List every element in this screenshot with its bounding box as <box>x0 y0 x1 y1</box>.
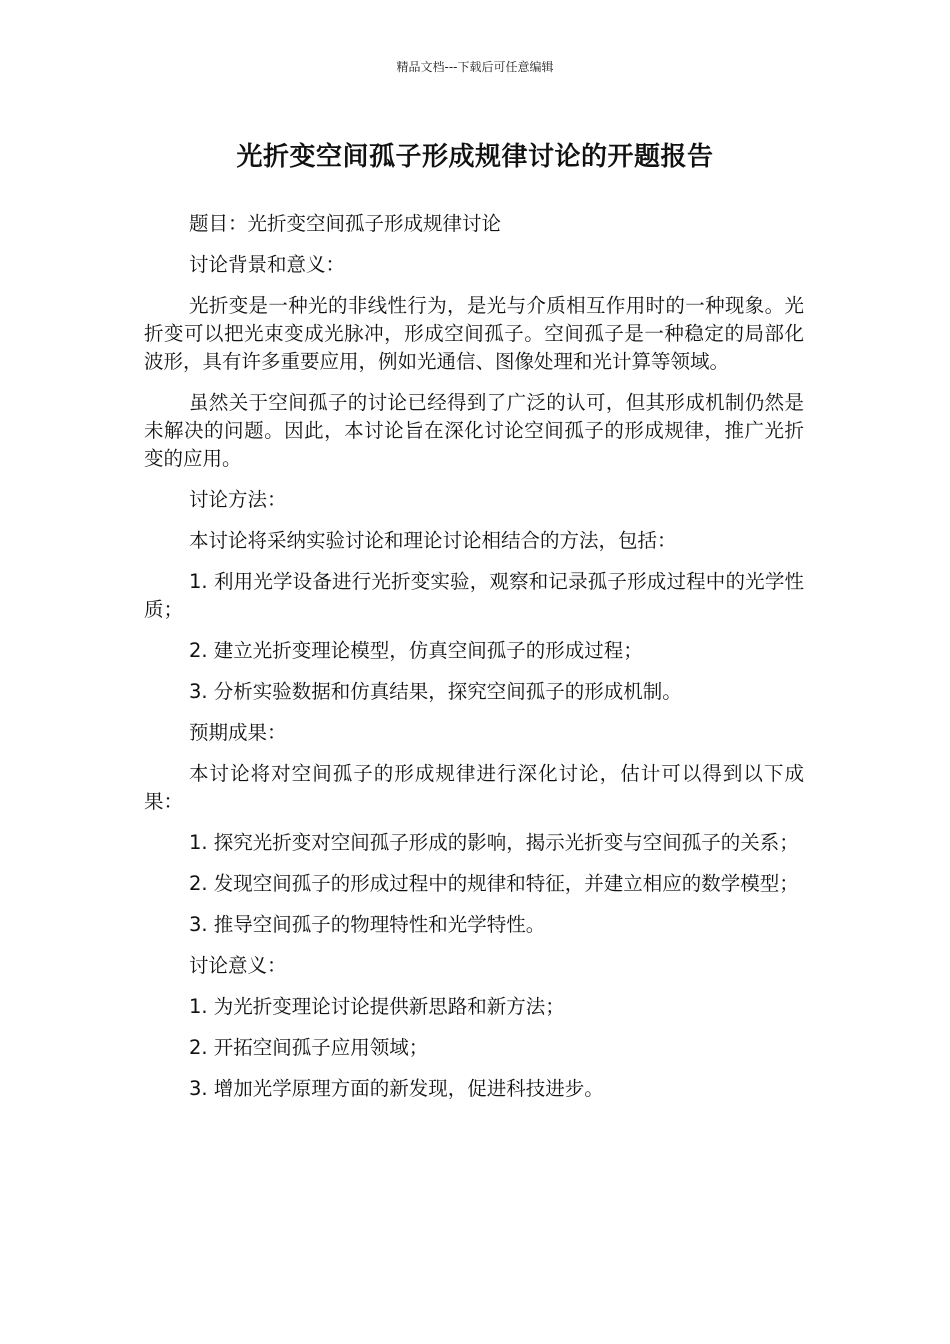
document-title: 光折变空间孤子形成规律讨论的开题报告 <box>236 142 714 172</box>
section-heading-background: 讨论背景和意义： <box>189 253 346 276</box>
method-intro: 本讨论将采纳实验讨论和理论讨论相结合的方法，包括： <box>189 529 677 552</box>
section-heading-outcomes: 预期成果： <box>189 721 287 744</box>
section-heading-significance: 讨论意义： <box>189 954 287 977</box>
background-paragraph-1: 光折变是一种光的非线性行为，是光与介质相互作用时的一种现象。光折变可以把光束变成光脉冲，形成空间孤子。空间孤子是一种稳定的局部化波形，具有许多重要应用，例如光通信、图像处理和光计算等领域。 <box>144 294 804 373</box>
significance-item-2: 2. 开拓空间孤子应用领域； <box>189 1036 429 1059</box>
method-item-2: 2. 建立光折变理论模型，仿真空间孤子的形成过程； <box>189 639 643 662</box>
outcomes-intro: 本讨论将对空间孤子的形成规律进行深化讨论，估计可以得到以下成果： <box>144 762 804 813</box>
method-item-1: 1. 利用光学设备进行光折变实验，观察和记录孤子形成过程中的光学性质； <box>144 570 804 621</box>
significance-item-3: 3. 增加光学原理方面的新发现，促进科技进步。 <box>189 1077 604 1100</box>
section-heading-method: 讨论方法： <box>189 488 287 511</box>
outcome-item-1: 1. 探究光折变对空间孤子形成的影响，揭示光折变与空间孤子的关系； <box>189 831 799 854</box>
outcome-item-3: 3. 推导空间孤子的物理特性和光学特性。 <box>189 913 546 936</box>
significance-item-1: 1. 为光折变理论讨论提供新思路和新方法； <box>189 995 565 1018</box>
document-body <box>144 210 804 1116</box>
method-item-3: 3. 分析实验数据和仿真结果，探究空间孤子的形成机制。 <box>189 680 682 703</box>
background-paragraph-2: 虽然关于空间孤子的讨论已经得到了广泛的认可，但其形成机制仍然是未解决的问题。因此，本讨论旨在深化讨论空间孤子的形成规律，推广光折变的应用。 <box>144 391 804 470</box>
header-note: 精品文档---下载后可任意编辑 <box>396 60 554 74</box>
topic-line: 题目：光折变空间孤子形成规律讨论 <box>189 212 502 235</box>
outcome-item-2: 2. 发现空间孤子的形成过程中的规律和特征，并建立相应的数学模型； <box>189 872 799 895</box>
